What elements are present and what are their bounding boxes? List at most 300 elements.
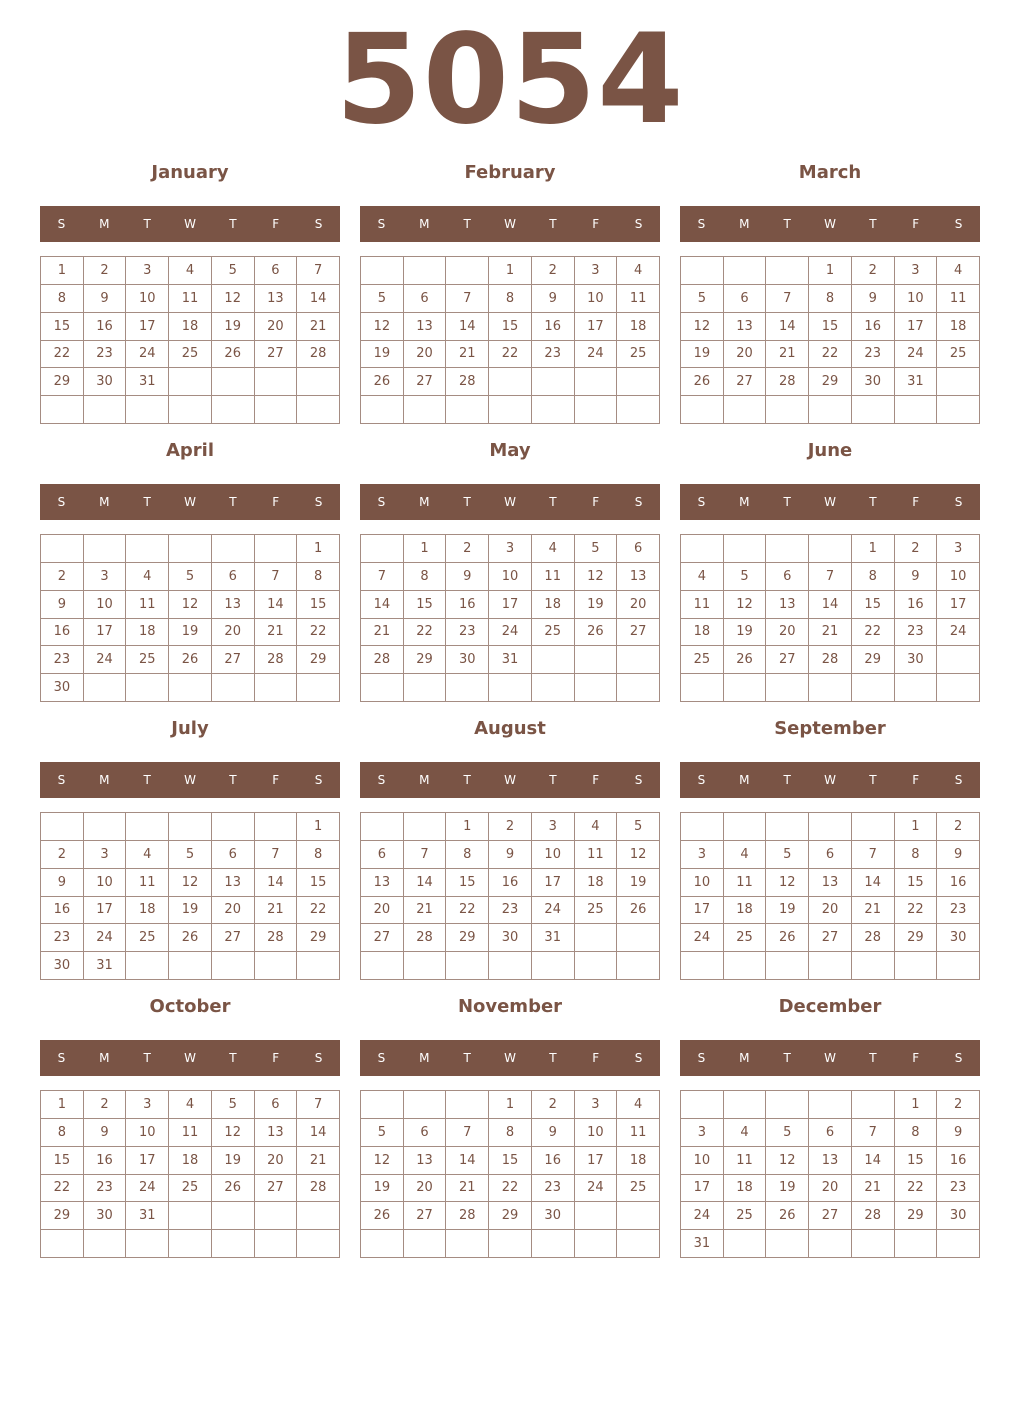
- day-cell: 1: [297, 813, 340, 841]
- empty-day-cell: [361, 1091, 404, 1119]
- empty-day-cell: [361, 813, 404, 841]
- day-cell: 6: [809, 1119, 852, 1147]
- day-cell: 1: [809, 257, 852, 285]
- day-cell: 21: [446, 1175, 489, 1203]
- day-cell: 16: [532, 313, 575, 341]
- day-cell: 9: [489, 841, 532, 869]
- weekday-header: [680, 206, 980, 242]
- day-cell: 8: [852, 563, 895, 591]
- day-cell: 12: [361, 313, 404, 341]
- month-december: [680, 990, 980, 1258]
- day-cell: 25: [575, 897, 618, 925]
- month-august: [360, 712, 660, 980]
- day-grid: [680, 812, 980, 980]
- weekday-label: S: [57, 773, 66, 787]
- empty-day-cell: [361, 257, 404, 285]
- month-name: February: [464, 162, 556, 183]
- day-cell: 20: [255, 1147, 298, 1175]
- weekday-label: S: [634, 1051, 643, 1065]
- day-grid: [680, 1090, 980, 1258]
- day-cell: 4: [724, 841, 767, 869]
- day-cell: 27: [361, 924, 404, 952]
- day-cell: 15: [404, 591, 447, 619]
- day-cell: 26: [681, 368, 724, 396]
- empty-day-cell: [809, 1230, 852, 1258]
- day-cell: 10: [84, 869, 127, 897]
- empty-day-cell: [489, 396, 532, 424]
- day-cell: 26: [575, 619, 618, 647]
- weekday-label: M: [739, 217, 750, 231]
- weekday-label: T: [869, 1051, 877, 1065]
- day-cell: 3: [575, 1091, 618, 1119]
- day-cell: 30: [937, 924, 980, 952]
- day-cell: 14: [297, 1119, 340, 1147]
- day-cell: 23: [41, 924, 84, 952]
- empty-day-cell: [126, 1230, 169, 1258]
- day-cell: 2: [41, 563, 84, 591]
- weekday-label: W: [504, 495, 516, 509]
- month-name: October: [149, 996, 231, 1017]
- empty-day-cell: [852, 674, 895, 702]
- day-cell: 6: [617, 535, 660, 563]
- day-cell: 27: [212, 924, 255, 952]
- day-cell: 24: [126, 1175, 169, 1203]
- weekday-label: T: [229, 773, 237, 787]
- day-cell: 28: [297, 1175, 340, 1203]
- empty-day-cell: [617, 952, 660, 980]
- weekday-label: W: [824, 217, 836, 231]
- day-cell: 9: [895, 563, 938, 591]
- weekday-label: F: [912, 217, 920, 231]
- weekday-label: M: [99, 495, 110, 509]
- day-cell: 1: [297, 535, 340, 563]
- month-july: [40, 712, 340, 980]
- empty-day-cell: [297, 1202, 340, 1230]
- empty-day-cell: [809, 1091, 852, 1119]
- day-cell: 31: [532, 924, 575, 952]
- day-cell: 21: [255, 619, 298, 647]
- day-cell: 5: [766, 1119, 809, 1147]
- weekday-label: T: [783, 495, 791, 509]
- day-cell: 17: [575, 1147, 618, 1175]
- empty-day-cell: [766, 535, 809, 563]
- weekday-label: T: [869, 773, 877, 787]
- weekday-label: M: [419, 217, 430, 231]
- day-grid: [680, 256, 980, 424]
- day-cell: 3: [489, 535, 532, 563]
- day-cell: 15: [297, 869, 340, 897]
- empty-day-cell: [895, 952, 938, 980]
- day-cell: 13: [766, 591, 809, 619]
- empty-day-cell: [446, 1091, 489, 1119]
- day-cell: 31: [126, 1202, 169, 1230]
- day-cell: 26: [169, 924, 212, 952]
- day-cell: 23: [489, 897, 532, 925]
- empty-day-cell: [212, 1202, 255, 1230]
- day-cell: 2: [84, 1091, 127, 1119]
- day-cell: 7: [297, 257, 340, 285]
- day-cell: 24: [895, 341, 938, 369]
- day-cell: 12: [169, 591, 212, 619]
- empty-day-cell: [575, 368, 618, 396]
- empty-day-cell: [212, 813, 255, 841]
- day-cell: 29: [41, 1202, 84, 1230]
- day-cell: 20: [617, 591, 660, 619]
- day-cell: 6: [766, 563, 809, 591]
- day-cell: 18: [126, 897, 169, 925]
- day-cell: 14: [446, 1147, 489, 1175]
- day-cell: 12: [766, 869, 809, 897]
- day-cell: 13: [617, 563, 660, 591]
- day-cell: 24: [681, 924, 724, 952]
- weekday-label: F: [592, 773, 600, 787]
- day-cell: 11: [937, 285, 980, 313]
- day-cell: 12: [766, 1147, 809, 1175]
- day-cell: 9: [41, 591, 84, 619]
- empty-day-cell: [126, 952, 169, 980]
- weekday-label: T: [143, 217, 151, 231]
- day-cell: 5: [361, 1119, 404, 1147]
- month-name: January: [151, 162, 229, 183]
- empty-day-cell: [852, 1091, 895, 1119]
- day-cell: 18: [169, 313, 212, 341]
- day-cell: 9: [852, 285, 895, 313]
- day-cell: 9: [937, 841, 980, 869]
- day-cell: 4: [532, 535, 575, 563]
- empty-day-cell: [724, 1230, 767, 1258]
- day-cell: 19: [361, 1175, 404, 1203]
- day-cell: 31: [126, 368, 169, 396]
- empty-day-cell: [404, 1091, 447, 1119]
- empty-day-cell: [126, 396, 169, 424]
- day-grid: [40, 812, 340, 980]
- empty-day-cell: [212, 368, 255, 396]
- weekday-label: S: [697, 773, 706, 787]
- day-cell: 19: [212, 1147, 255, 1175]
- empty-day-cell: [852, 396, 895, 424]
- weekday-label: T: [783, 217, 791, 231]
- empty-day-cell: [532, 646, 575, 674]
- empty-day-cell: [169, 368, 212, 396]
- day-cell: 5: [575, 535, 618, 563]
- empty-day-cell: [766, 952, 809, 980]
- day-cell: 30: [41, 952, 84, 980]
- day-cell: 17: [532, 869, 575, 897]
- empty-day-cell: [361, 674, 404, 702]
- month-name: August: [474, 718, 546, 739]
- month-april: [40, 434, 340, 702]
- day-cell: 13: [255, 285, 298, 313]
- day-cell: 13: [404, 313, 447, 341]
- empty-day-cell: [575, 924, 618, 952]
- empty-day-cell: [169, 813, 212, 841]
- month-may: [360, 434, 660, 702]
- day-cell: 5: [212, 1091, 255, 1119]
- empty-day-cell: [169, 535, 212, 563]
- day-cell: 1: [489, 257, 532, 285]
- empty-day-cell: [724, 952, 767, 980]
- empty-day-cell: [681, 1091, 724, 1119]
- empty-day-cell: [404, 257, 447, 285]
- empty-day-cell: [681, 952, 724, 980]
- day-cell: 16: [84, 1147, 127, 1175]
- month-name: July: [171, 718, 209, 739]
- empty-day-cell: [255, 952, 298, 980]
- empty-day-cell: [937, 952, 980, 980]
- empty-day-cell: [617, 1202, 660, 1230]
- empty-day-cell: [532, 952, 575, 980]
- day-grid: [40, 256, 340, 424]
- day-cell: 22: [41, 341, 84, 369]
- day-cell: 3: [126, 257, 169, 285]
- day-cell: 8: [297, 841, 340, 869]
- day-cell: 3: [126, 1091, 169, 1119]
- day-cell: 3: [681, 1119, 724, 1147]
- day-cell: 18: [575, 869, 618, 897]
- day-cell: 8: [297, 563, 340, 591]
- day-cell: 11: [575, 841, 618, 869]
- day-cell: 24: [84, 646, 127, 674]
- day-cell: 12: [724, 591, 767, 619]
- weekday-label: S: [634, 217, 643, 231]
- day-cell: 18: [532, 591, 575, 619]
- weekday-header: [360, 762, 660, 798]
- empty-day-cell: [297, 368, 340, 396]
- day-cell: 21: [809, 619, 852, 647]
- empty-day-cell: [446, 952, 489, 980]
- day-cell: 2: [532, 257, 575, 285]
- day-cell: 29: [297, 646, 340, 674]
- day-cell: 14: [255, 591, 298, 619]
- day-cell: 24: [532, 897, 575, 925]
- empty-day-cell: [84, 813, 127, 841]
- day-cell: 11: [532, 563, 575, 591]
- day-cell: 9: [532, 1119, 575, 1147]
- day-cell: 6: [255, 257, 298, 285]
- day-cell: 24: [489, 619, 532, 647]
- empty-day-cell: [255, 1230, 298, 1258]
- weekday-label: T: [229, 495, 237, 509]
- day-cell: 11: [681, 591, 724, 619]
- empty-day-cell: [937, 1230, 980, 1258]
- weekday-label: S: [954, 217, 963, 231]
- day-cell: 22: [297, 897, 340, 925]
- day-cell: 8: [41, 285, 84, 313]
- empty-day-cell: [681, 257, 724, 285]
- empty-day-cell: [84, 1230, 127, 1258]
- day-cell: 5: [766, 841, 809, 869]
- day-cell: 1: [852, 535, 895, 563]
- month-name: September: [774, 718, 886, 739]
- weekday-label: T: [463, 1051, 471, 1065]
- day-cell: 7: [297, 1091, 340, 1119]
- weekday-label: W: [184, 217, 196, 231]
- day-cell: 22: [895, 1175, 938, 1203]
- weekday-label: W: [504, 773, 516, 787]
- empty-day-cell: [575, 674, 618, 702]
- weekday-label: S: [954, 1051, 963, 1065]
- day-cell: 29: [297, 924, 340, 952]
- empty-day-cell: [84, 396, 127, 424]
- day-cell: 10: [84, 591, 127, 619]
- day-cell: 24: [575, 341, 618, 369]
- empty-day-cell: [446, 674, 489, 702]
- day-cell: 19: [212, 313, 255, 341]
- empty-day-cell: [617, 924, 660, 952]
- empty-day-cell: [724, 674, 767, 702]
- day-cell: 23: [41, 646, 84, 674]
- day-cell: 7: [255, 841, 298, 869]
- day-cell: 27: [724, 368, 767, 396]
- day-cell: 29: [489, 1202, 532, 1230]
- day-cell: 13: [361, 869, 404, 897]
- empty-day-cell: [937, 646, 980, 674]
- day-cell: 22: [895, 897, 938, 925]
- day-cell: 15: [809, 313, 852, 341]
- month-september: [680, 712, 980, 980]
- day-cell: 30: [41, 674, 84, 702]
- day-cell: 2: [489, 813, 532, 841]
- day-cell: 27: [809, 1202, 852, 1230]
- empty-day-cell: [212, 396, 255, 424]
- day-cell: 20: [404, 1175, 447, 1203]
- day-cell: 15: [446, 869, 489, 897]
- day-cell: 30: [84, 1202, 127, 1230]
- day-cell: 7: [852, 1119, 895, 1147]
- empty-day-cell: [361, 535, 404, 563]
- empty-day-cell: [575, 1202, 618, 1230]
- day-cell: 20: [212, 897, 255, 925]
- day-cell: 14: [255, 869, 298, 897]
- weekday-label: F: [272, 217, 280, 231]
- day-cell: 24: [575, 1175, 618, 1203]
- day-cell: 26: [212, 341, 255, 369]
- day-cell: 28: [361, 646, 404, 674]
- day-cell: 6: [404, 285, 447, 313]
- empty-day-cell: [255, 813, 298, 841]
- day-cell: 16: [489, 869, 532, 897]
- day-cell: 31: [681, 1230, 724, 1258]
- empty-day-cell: [169, 1202, 212, 1230]
- day-cell: 6: [724, 285, 767, 313]
- day-cell: 22: [809, 341, 852, 369]
- day-cell: 17: [937, 591, 980, 619]
- day-cell: 26: [169, 646, 212, 674]
- weekday-label: S: [954, 495, 963, 509]
- day-cell: 3: [937, 535, 980, 563]
- day-cell: 18: [724, 897, 767, 925]
- day-cell: 27: [404, 1202, 447, 1230]
- weekday-label: M: [739, 1051, 750, 1065]
- month-november: [360, 990, 660, 1258]
- day-cell: 21: [852, 897, 895, 925]
- day-cell: 15: [41, 1147, 84, 1175]
- day-cell: 7: [446, 1119, 489, 1147]
- day-cell: 13: [404, 1147, 447, 1175]
- empty-day-cell: [681, 535, 724, 563]
- day-cell: 8: [446, 841, 489, 869]
- day-cell: 21: [361, 619, 404, 647]
- day-cell: 1: [895, 813, 938, 841]
- weekday-label: T: [549, 217, 557, 231]
- empty-day-cell: [169, 674, 212, 702]
- empty-day-cell: [681, 813, 724, 841]
- empty-day-cell: [575, 396, 618, 424]
- empty-day-cell: [532, 396, 575, 424]
- day-cell: 16: [41, 897, 84, 925]
- empty-day-cell: [766, 1091, 809, 1119]
- empty-day-cell: [852, 813, 895, 841]
- day-cell: 14: [404, 869, 447, 897]
- day-cell: 14: [852, 869, 895, 897]
- weekday-label: M: [419, 495, 430, 509]
- empty-day-cell: [255, 1202, 298, 1230]
- day-cell: 28: [446, 368, 489, 396]
- day-cell: 5: [169, 563, 212, 591]
- day-cell: 20: [809, 897, 852, 925]
- day-cell: 18: [126, 619, 169, 647]
- empty-day-cell: [169, 396, 212, 424]
- day-cell: 5: [617, 813, 660, 841]
- weekday-label: M: [739, 773, 750, 787]
- day-cell: 26: [212, 1175, 255, 1203]
- day-cell: 1: [446, 813, 489, 841]
- day-cell: 25: [532, 619, 575, 647]
- weekday-label: S: [314, 773, 323, 787]
- day-cell: 3: [84, 841, 127, 869]
- day-cell: 20: [212, 619, 255, 647]
- day-grid: [360, 534, 660, 702]
- day-cell: 30: [895, 646, 938, 674]
- day-cell: 13: [724, 313, 767, 341]
- day-cell: 31: [489, 646, 532, 674]
- day-cell: 25: [724, 1202, 767, 1230]
- weekday-label: S: [314, 1051, 323, 1065]
- empty-day-cell: [297, 674, 340, 702]
- day-cell: 19: [169, 619, 212, 647]
- day-cell: 10: [895, 285, 938, 313]
- day-grid: [360, 256, 660, 424]
- day-cell: 24: [126, 341, 169, 369]
- day-cell: 9: [84, 1119, 127, 1147]
- empty-day-cell: [766, 674, 809, 702]
- day-cell: 25: [126, 646, 169, 674]
- day-cell: 21: [297, 313, 340, 341]
- empty-day-cell: [84, 535, 127, 563]
- day-cell: 28: [446, 1202, 489, 1230]
- day-cell: 1: [404, 535, 447, 563]
- day-cell: 3: [575, 257, 618, 285]
- day-cell: 11: [724, 869, 767, 897]
- weekday-label: F: [272, 1051, 280, 1065]
- day-cell: 4: [126, 563, 169, 591]
- day-cell: 27: [617, 619, 660, 647]
- weekday-label: S: [377, 217, 386, 231]
- day-cell: 26: [766, 924, 809, 952]
- weekday-label: T: [229, 217, 237, 231]
- weekday-header: [680, 762, 980, 798]
- empty-day-cell: [809, 813, 852, 841]
- day-grid: [40, 1090, 340, 1258]
- day-cell: 14: [766, 313, 809, 341]
- day-cell: 30: [489, 924, 532, 952]
- empty-day-cell: [724, 257, 767, 285]
- day-cell: 14: [809, 591, 852, 619]
- day-cell: 2: [895, 535, 938, 563]
- day-cell: 29: [809, 368, 852, 396]
- day-cell: 25: [169, 1175, 212, 1203]
- day-cell: 27: [404, 368, 447, 396]
